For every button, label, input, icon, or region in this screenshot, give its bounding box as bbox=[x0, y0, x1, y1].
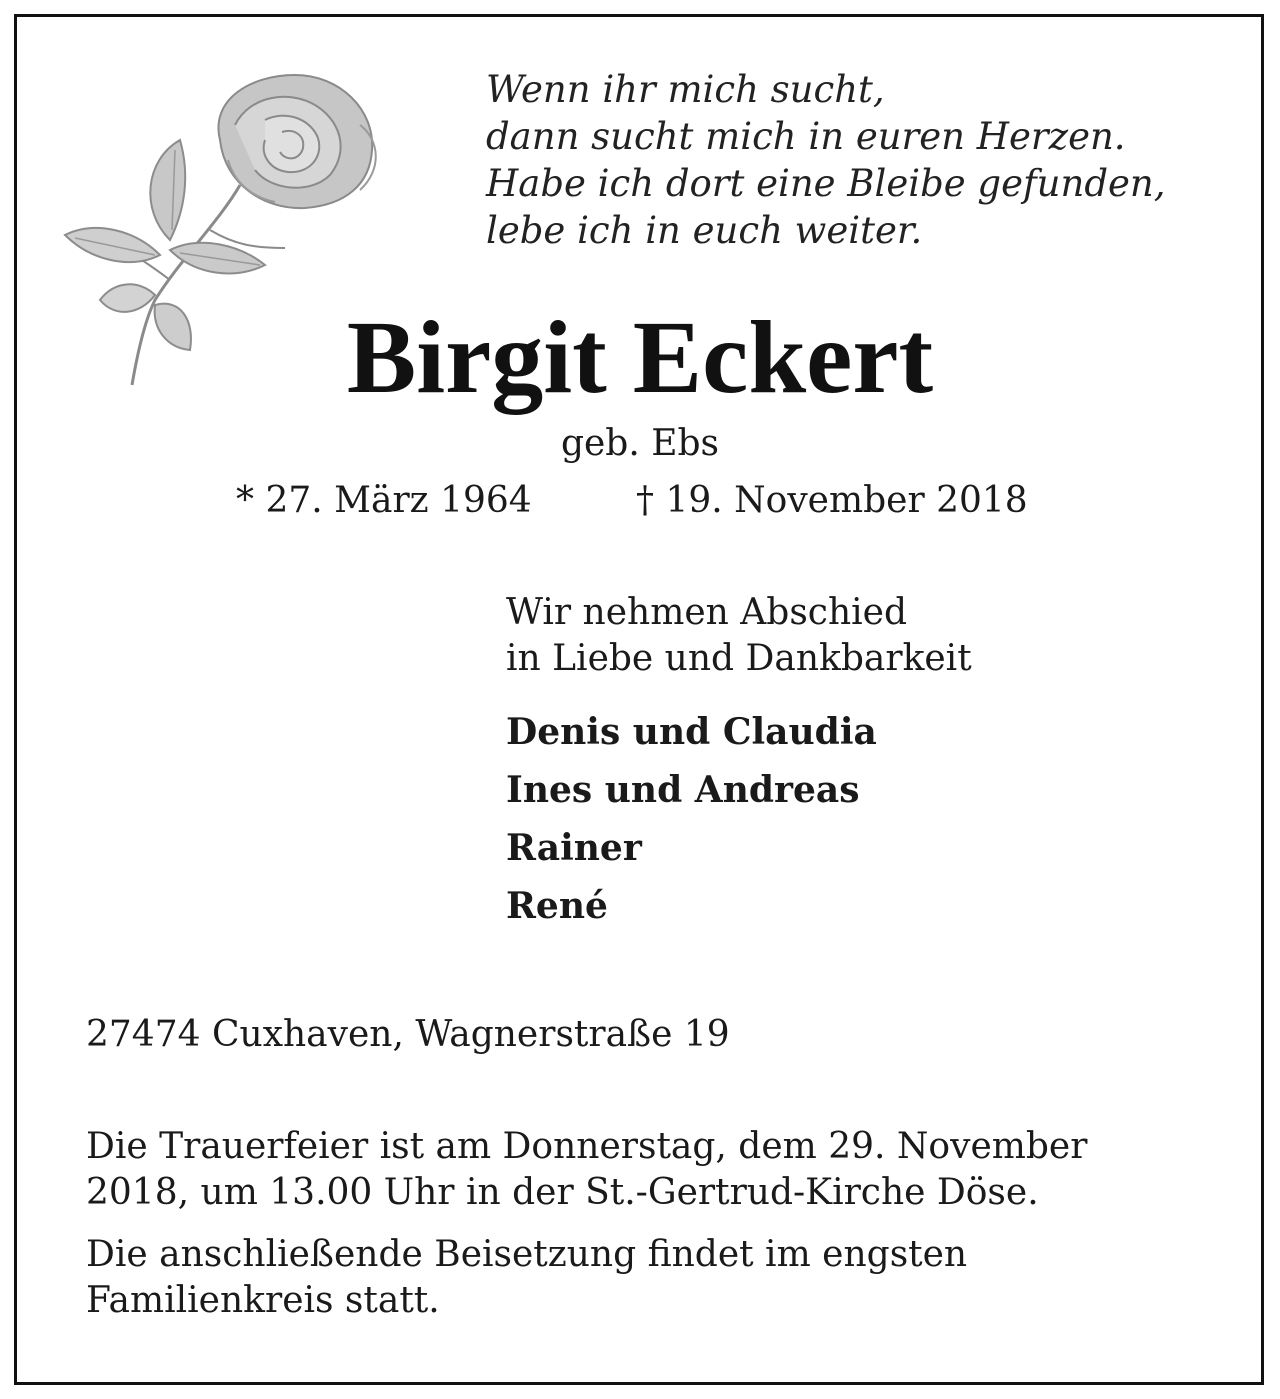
poem-line: Habe ich dort eine Bleibe gefunden, bbox=[486, 162, 1166, 205]
mourner-name: Ines und Andreas bbox=[506, 769, 860, 811]
farewell-line: in Liebe und Dankbarkeit bbox=[506, 638, 972, 679]
burial-line: Familienkreis statt. bbox=[86, 1280, 440, 1321]
poem bbox=[486, 66, 1166, 254]
birth-date: * 27. März 1964 bbox=[236, 480, 532, 521]
poem-line: dann sucht mich in euren Herzen. bbox=[486, 115, 1126, 158]
farewell-line: Wir nehmen Abschied bbox=[506, 592, 908, 633]
address: 27474 Cuxhaven, Wagnerstraße 19 bbox=[86, 1014, 730, 1055]
deceased-name: Birgit Eckert bbox=[346, 300, 934, 415]
mourner-name: Denis und Claudia bbox=[506, 711, 877, 753]
mourner-list bbox=[506, 703, 877, 935]
death-date: † 19. November 2018 bbox=[636, 480, 1028, 521]
farewell-text bbox=[506, 590, 972, 682]
mourner-name: René bbox=[506, 885, 608, 927]
service-line: 2018, um 13.00 Uhr in der St.-Gertrud-Kirche Döse. bbox=[86, 1172, 1039, 1213]
poem-line: lebe ich in euch weiter. bbox=[486, 209, 923, 252]
birth-name: geb. Ebs bbox=[560, 423, 720, 464]
funeral-service-notice bbox=[86, 1124, 1087, 1216]
mourner-name: Rainer bbox=[506, 827, 642, 869]
burial-line: Die anschließende Beisetzung findet im engsten bbox=[86, 1234, 968, 1275]
burial-notice bbox=[86, 1232, 967, 1324]
service-line: Die Trauerfeier ist am Donnerstag, dem 29. November bbox=[86, 1126, 1088, 1167]
poem-line: Wenn ihr mich sucht, bbox=[486, 68, 885, 111]
